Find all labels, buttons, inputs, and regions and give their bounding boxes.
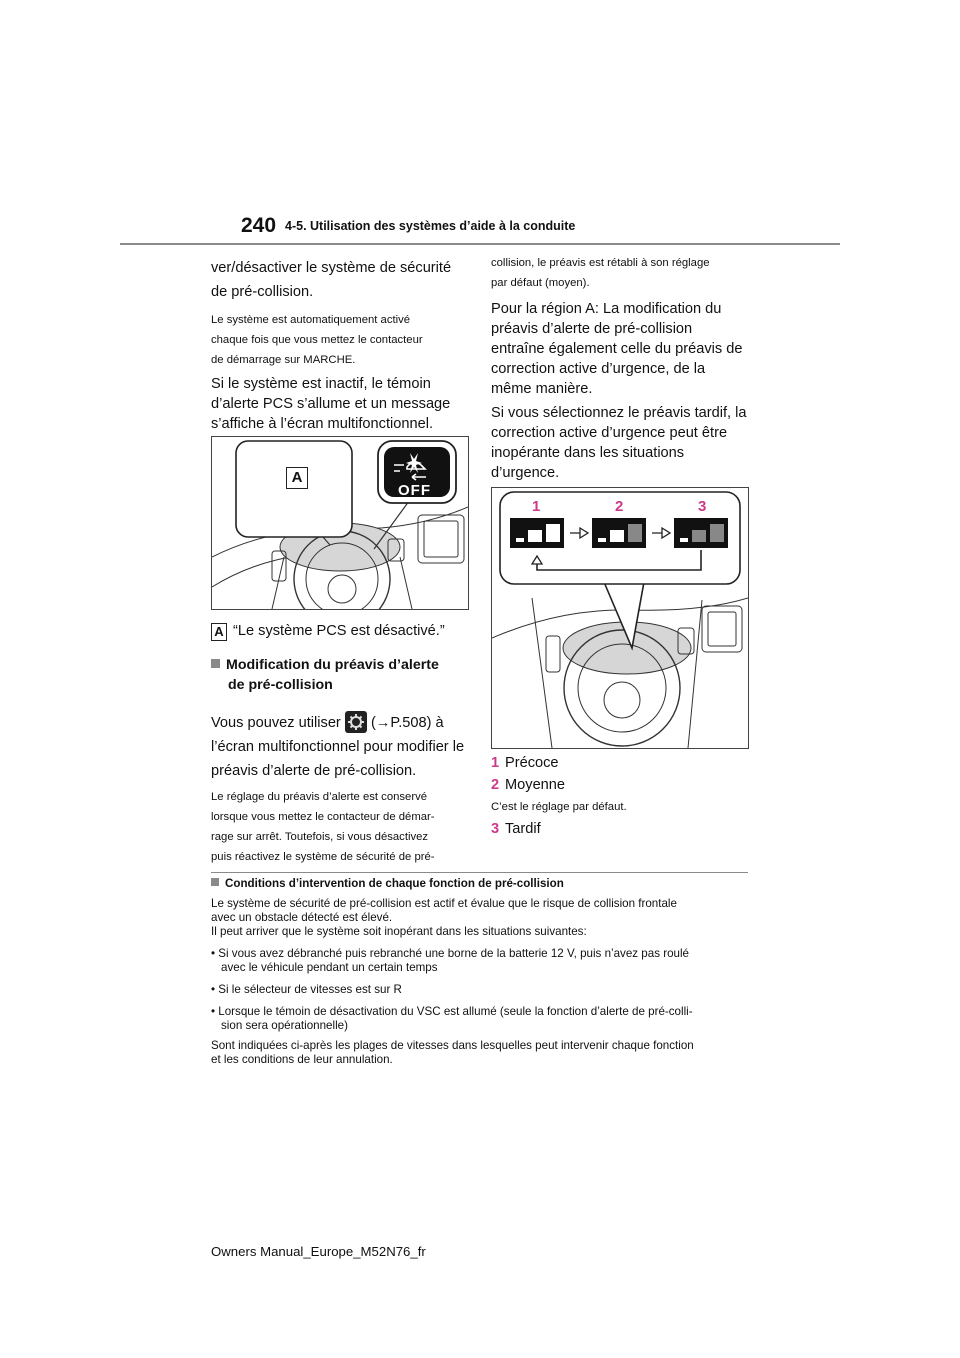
pcs-off-illustration xyxy=(211,436,469,610)
alert-timing-illustration xyxy=(491,487,749,749)
dashboard-drawing xyxy=(212,437,468,609)
timing-item-2: 2 Moyenne xyxy=(491,777,566,793)
right-para-1b: préavis d’alerte de pré-collision xyxy=(491,321,693,337)
right-para-2d: d’urgence. xyxy=(491,465,560,481)
note-p1b: avec un obstacle détecté est élevé. xyxy=(211,911,393,924)
note-p1c: Il peut arriver que le système soit inopérant dans les situations suivantes: xyxy=(211,925,587,938)
note-bullet-3a: • Lorsque le témoin de désactivation du VSC est allumé (seule la fonction d’alerte de pré-colli- xyxy=(211,1005,693,1018)
right-para-1a: Pour la région A: La modification du xyxy=(491,301,722,317)
timing-item-2-note: C’est le réglage par défaut. xyxy=(491,801,627,813)
timing-list xyxy=(491,752,753,840)
right-small-1b: par défaut (moyen). xyxy=(491,277,590,289)
heading-square-icon xyxy=(211,659,220,668)
page-number: 240 xyxy=(241,214,277,237)
caption-label-a: A xyxy=(211,623,227,641)
right-para-1d: correction active d’urgence, de la xyxy=(491,361,706,377)
left-small-1c: de démarrage sur MARCHE. xyxy=(211,354,356,366)
note-bullet-2: • Si le sélecteur de vitesses est sur R xyxy=(211,983,402,996)
left-small-2a: Le réglage du préavis d’alerte est conservé xyxy=(211,791,428,803)
left-para-3c: l’écran multifonctionnel pour modifier le xyxy=(211,739,465,755)
gear-icon xyxy=(345,711,367,733)
chapter-title: 4-5. Utilisation des systèmes d’aide à la conduite xyxy=(285,219,576,233)
figure-caption xyxy=(211,621,471,641)
figure-label-a: A xyxy=(286,467,308,489)
right-small-1a: collision, le préavis est rétabli à son réglage xyxy=(491,257,710,269)
note-square-icon xyxy=(211,878,219,886)
note-bullet-3b: sion sera opérationnelle) xyxy=(221,1019,348,1032)
right-column xyxy=(491,253,753,483)
left-para-1: ver/désactiver le système de sécurité xyxy=(211,260,452,276)
left-para-2c: s’affiche à l’écran multifonctionnel. xyxy=(211,416,433,432)
left-small-2c: rage sur arrêt. Toutefois, si vous désactivez xyxy=(211,831,429,843)
left-column xyxy=(211,256,471,434)
right-para-2a: Si vous sélectionnez le préavis tardif, la xyxy=(491,405,747,421)
left-small-2d: puis réactivez le système de sécurité de pré- xyxy=(211,851,435,863)
right-para-2c: inopérante dans les situations xyxy=(491,445,685,461)
off-indicator-text: OFF xyxy=(398,482,431,499)
caption-text: “Le système PCS est désactivé.” xyxy=(233,623,445,639)
right-para-1e: même manière. xyxy=(491,381,593,397)
figure-number-3: 3 xyxy=(698,498,707,515)
timing-item-1: 1 Précoce xyxy=(491,755,559,771)
left-small-2b: lorsque vous mettez le contacteur de démar- xyxy=(211,811,435,823)
left-para-2a: Si le système est inactif, le témoin xyxy=(211,376,431,392)
note-rule xyxy=(211,872,748,873)
left-para-1b: de pré-collision. xyxy=(211,284,314,300)
timing-drawing xyxy=(492,488,748,748)
note-p1a: Le système de sécurité de pré-collision est actif et évalue que le risque de collision frontale xyxy=(211,897,677,910)
header-rule xyxy=(120,243,840,245)
note-p2a: Sont indiquées ci-après les plages de vitesses dans lesquelles peut intervenir chaque fonction xyxy=(211,1039,694,1052)
figure-number-1: 1 xyxy=(532,498,541,515)
timing-item-3: 3 Tardif xyxy=(491,821,541,837)
figure-number-2: 2 xyxy=(615,498,624,515)
right-para-1c: entraîne également celle du préavis de xyxy=(491,341,743,357)
section-heading-2: de pré-collision xyxy=(228,677,333,693)
conditions-note xyxy=(211,877,751,1067)
right-para-2b: correction active d’urgence peut être xyxy=(491,425,728,441)
note-p2b: et les conditions de leur annulation. xyxy=(211,1053,393,1066)
note-bullet-1b: avec le véhicule pendant un certain temps xyxy=(221,961,438,974)
left-small-1b: chaque fois que vous mettez le contacteur xyxy=(211,334,423,346)
section-heading-1: Modification du préavis d’alerte xyxy=(211,655,471,675)
left-para-3d: préavis d’alerte de pré-collision. xyxy=(211,763,417,779)
left-small-1a: Le système est automatiquement activé xyxy=(211,314,411,326)
footer-text: Owners Manual_Europe_M52N76_fr xyxy=(211,1244,426,1259)
left-para-2b: d’alerte PCS s’allume et un message xyxy=(211,396,451,412)
left-para-3a: Vous pouvez utiliser (→P.508) à xyxy=(211,711,471,735)
note-bullet-1a: • Si vous avez débranché puis rebranché une borne de la batterie 12 V, puis n’avez pas roulé xyxy=(211,947,689,960)
left-column-lower xyxy=(211,621,471,867)
note-heading: Conditions d’intervention de chaque fonction de pré-collision xyxy=(211,877,751,891)
